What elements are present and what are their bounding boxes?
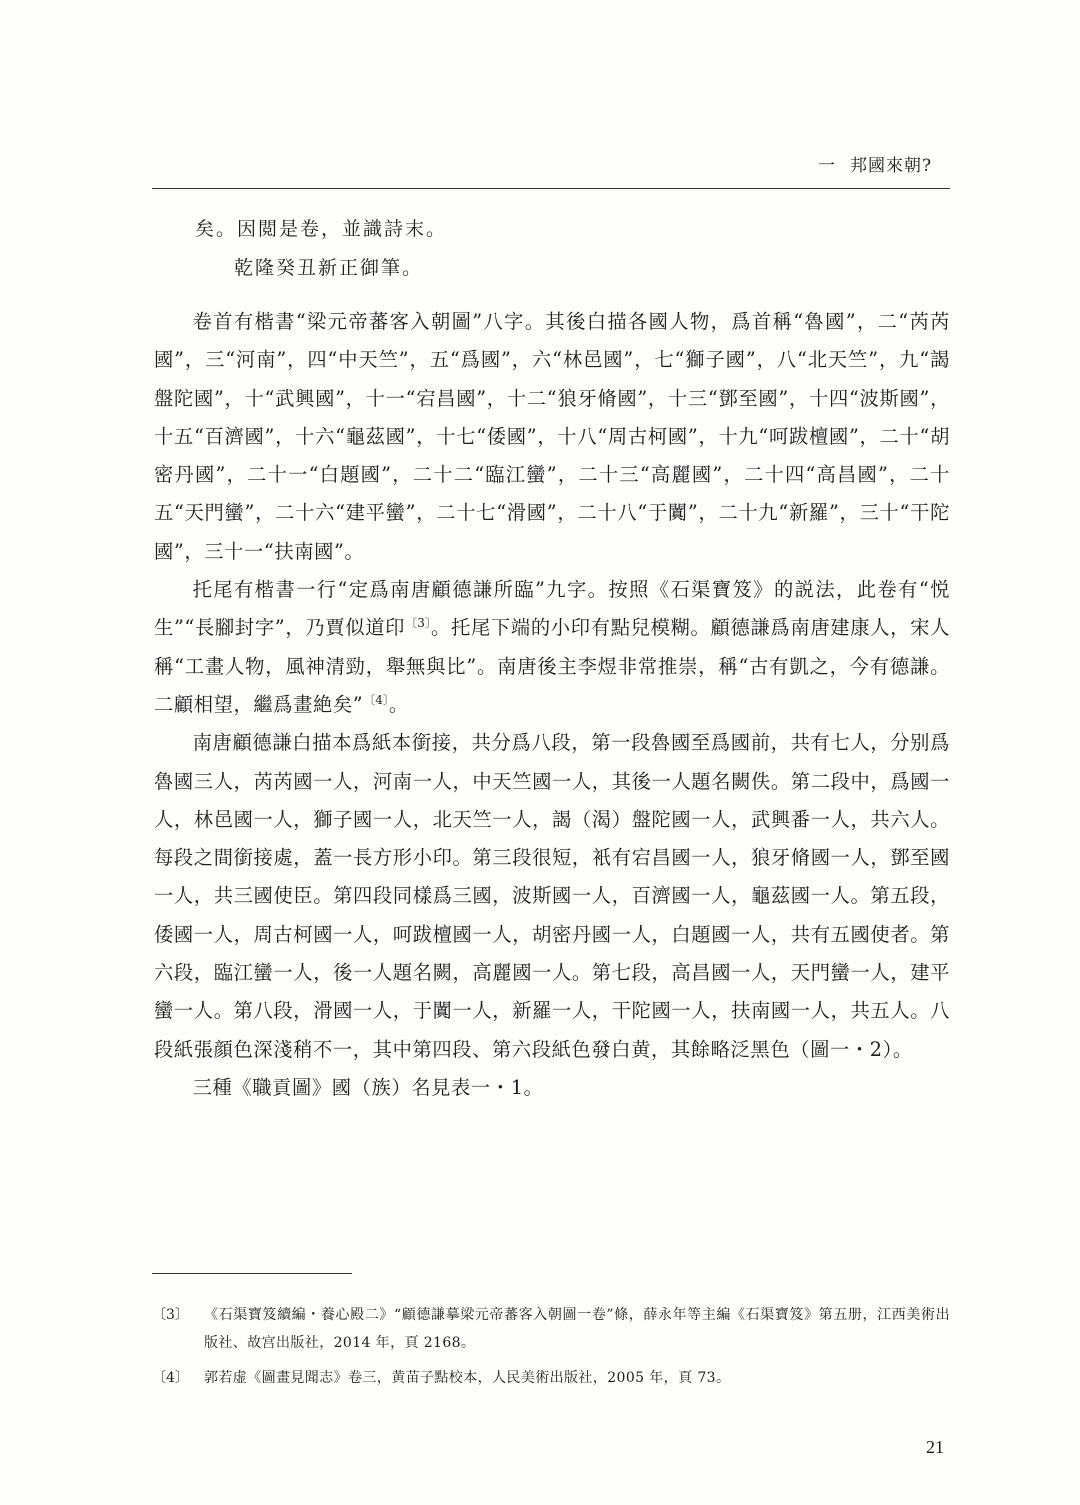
- footnote-number: 〔4〕: [152, 1370, 189, 1386]
- footnote-ref-4[interactable]: 〔4〕: [363, 692, 389, 707]
- paragraph-colophon: [154, 571, 950, 724]
- quote-line-1: 矣。因閲是卷，並識詩末。: [195, 218, 448, 240]
- paragraph-colophon-part-1: 托尾有楷書一行“定爲南唐顧德謙所臨”九字。按照《石渠寶笈》的説法，此卷有“悦生”“長腳封字”，乃賈似道印: [154, 578, 950, 640]
- footnote-ref-3[interactable]: 〔3〕: [405, 616, 432, 631]
- paragraph-colophon-part-3: 。: [388, 692, 409, 716]
- quote-signature-line: 乾隆癸丑新正御筆。: [234, 257, 424, 279]
- footnote-3: [152, 1301, 950, 1357]
- running-head: [818, 151, 932, 176]
- footnote-4: [152, 1364, 950, 1392]
- running-head-section-mark: 一: [818, 156, 836, 176]
- paragraph-table-reference: 三種《職貢圖》國（族）名見表一・1。: [192, 1075, 544, 1099]
- running-head-title: 邦國來朝?: [850, 156, 933, 176]
- footnotes: [152, 1301, 950, 1399]
- header-rule: [152, 188, 950, 189]
- paragraph-colophon-part-2: 。托尾下端的小印有點兒模糊。顧德謙爲南唐建康人，宋人稱“工畫人物，風神清勁，舉無與比”。南唐後主李煜非常推崇，稱“古有凱之，今有德謙。二顧相望，繼爲畫絶矣”: [154, 616, 950, 716]
- footnote-number: 〔3〕: [152, 1307, 189, 1323]
- body-text: [154, 303, 950, 1107]
- footnote-text: 郭若虚《圖畫見聞志》卷三，黄苗子點校本，人民美術出版社，2005 年，頁 73。: [204, 1370, 731, 1386]
- footnote-rule: [152, 1273, 352, 1274]
- paragraph-country-list: 卷首有楷書“梁元帝蕃客入朝圖”八字。其後白描各國人物，爲首稱“魯國”，二“芮芮國”，三“河南”，四“中天竺”，五“爲國”，六“林邑國”，七“獅子國”，八“北天竺”，九“謁盤陀國”，十“武興國”，十一“宕昌國”，十二“狼牙脩國”，十三“鄧至國”，十四“波斯國”，十五“百濟國”，十六“龜茲國”，十七“倭國”，十八“周古柯國”，十九“呵跋檀國”，二十“胡密丹國”，二十一“白題國”，二十二“臨江蠻”，二十三“高麗國”，二十四“高昌國”，二十五“天門蠻”，二十六“建平蠻”，二十七“滑國”，二十八“于闐”，二十九“新羅”，三十“干陀國”，三十一“扶南國”。: [154, 310, 950, 563]
- footnote-text: 《石渠寶笈續編・養心殿二》“顧德謙摹梁元帝蕃客入朝圖一卷”條，薛永年等主編《石渠寶笈》第五册，江西美術出版社、故宫出版社，2014 年，頁 2168。: [204, 1307, 950, 1351]
- page-number: 21: [926, 1437, 944, 1457]
- paragraph-sections: 南唐顧德謙白描本爲紙本銜接，共分爲八段，第一段魯國至爲國前，共有七人，分别爲魯國三人，芮芮國一人，河南一人，中天竺國一人，其後一人題名闕佚。第二段中，爲國一人，林邑國一人，獅子國一人，北天竺一人，謁（渴）盤陀國一人，武興番一人，共六人。每段之間銜接處，蓋一長方形小印。第三段很短，衹有宕昌國一人，狼牙脩國一人，鄧至國一人，共三國使臣。第四段同樣爲三國，波斯國一人，百濟國一人，龜茲國一人。第五段，倭國一人，周古柯國一人，呵跋檀國一人，胡密丹國一人，白題國一人，共有五國使者。第六段，臨江蠻一人，後一人題名闕，高麗國一人。第七段，高昌國一人，天門蠻一人，建平蠻一人。第八段，滑國一人，于闐一人，新羅一人，干陀國一人，扶南國一人，共五人。八段紙張顔色深淺稍不一，其中第四段、第六段紙色發白黄，其餘略泛黑色（圖一・2）。: [154, 731, 950, 1061]
